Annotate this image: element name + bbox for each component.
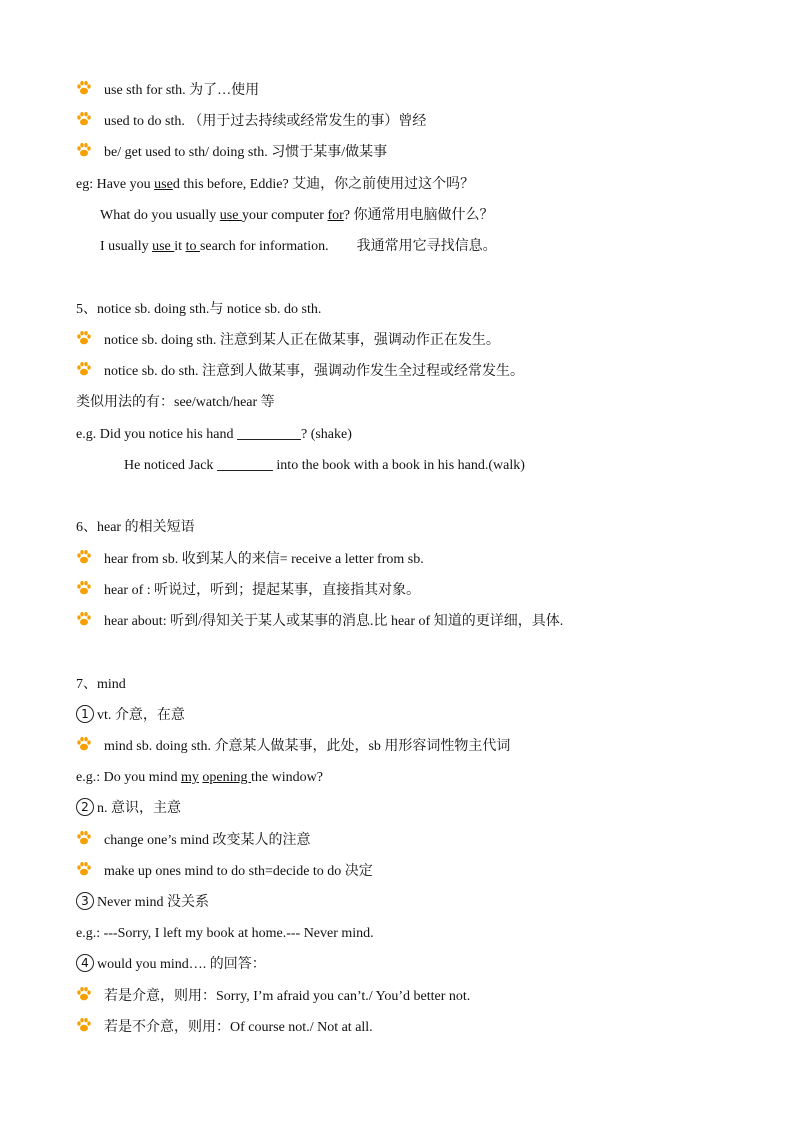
paw-icon (76, 549, 92, 565)
paw-icon (76, 830, 92, 846)
text-line: 类似用法的有：see/watch/hear 等 (76, 395, 275, 410)
bullet-item: hear from sb. 收到某人的来信= receive a letter from sb. (76, 548, 424, 572)
example-line: I usually use it to search for information. 我通常用它寻找信息。 (100, 239, 497, 254)
paw-icon (76, 1017, 92, 1033)
numbered-point: 1 vt. 介意，在意 (76, 704, 185, 728)
section-heading: 7、mind (76, 677, 126, 692)
paw-icon (76, 80, 92, 96)
bullet-item: 若是介意，则用：Sorry, I’m afraid you can’t./ You’d better not. (76, 985, 470, 1009)
bullet-item: 若是不介意，则用：Of course not./ Not at all. (76, 1016, 373, 1040)
bullet-item: make up ones mind to do sth=decide to do 决定 (76, 860, 373, 884)
paw-icon (76, 111, 92, 127)
answer-blank (237, 425, 301, 440)
example-line: What do you usually use your computer for? 你通常用电脑做什么？ (100, 208, 494, 223)
bullet-item: used to do sth. （用于过去持续或经常发生的事）曾经 (76, 110, 426, 134)
bullet-item: hear of : 听说过，听到；提起某事，直接指其对象。 (76, 579, 420, 603)
circled-number: 4 (76, 954, 94, 972)
paw-icon (76, 611, 92, 627)
paw-icon (76, 861, 92, 877)
bullet-item: mind sb. doing sth. 介意某人做某事，此处，sb 用形容词性物主代词 (76, 735, 510, 759)
answer-blank (217, 456, 273, 471)
example-line: e.g.: ---Sorry, I left my book at home.--- Never mind. (76, 926, 374, 941)
circled-number: 2 (76, 798, 94, 816)
bullet-item: notice sb. doing sth. 注意到某人正在做某事，强调动作正在发生。 (76, 329, 500, 353)
numbered-point: 4 would you mind…. 的回答： (76, 953, 266, 977)
example-line: e.g.: Do you mind my opening the window? (76, 770, 323, 785)
paw-icon (76, 986, 92, 1002)
bullet-item: be/ get used to sth/ doing sth. 习惯于某事/做某事 (76, 141, 387, 165)
paw-icon (76, 330, 92, 346)
bullet-item: use sth for sth. 为了…使用 (76, 79, 259, 103)
bullet-item: change one’s mind 改变某人的注意 (76, 829, 310, 853)
paw-icon (76, 142, 92, 158)
example-line: eg: Have you used this before, Eddie? 艾迪，你之前使用过这个吗？ (76, 177, 475, 192)
section-heading: 5、notice sb. doing sth.与 notice sb. do sth. (76, 302, 322, 317)
bullet-item: hear about: 听到/得知关于某人或某事的消息.比 hear of 知道的更详细，具体. (76, 610, 563, 634)
example-line: e.g. Did you notice his hand ? (shake) (76, 427, 352, 442)
paw-icon (76, 361, 92, 377)
circled-number: 3 (76, 892, 94, 910)
circled-number: 1 (76, 705, 94, 723)
numbered-point: 2 n. 意识，主意 (76, 797, 181, 821)
section-heading: 6、hear 的相关短语 (76, 520, 195, 535)
example-line: He noticed Jack into the book with a book in his hand.(walk) (124, 458, 525, 473)
paw-icon (76, 736, 92, 752)
numbered-point: 3 Never mind 没关系 (76, 891, 209, 915)
bullet-item: notice sb. do sth. 注意到人做某事，强调动作发生全过程或经常发生。 (76, 360, 524, 384)
paw-icon (76, 580, 92, 596)
